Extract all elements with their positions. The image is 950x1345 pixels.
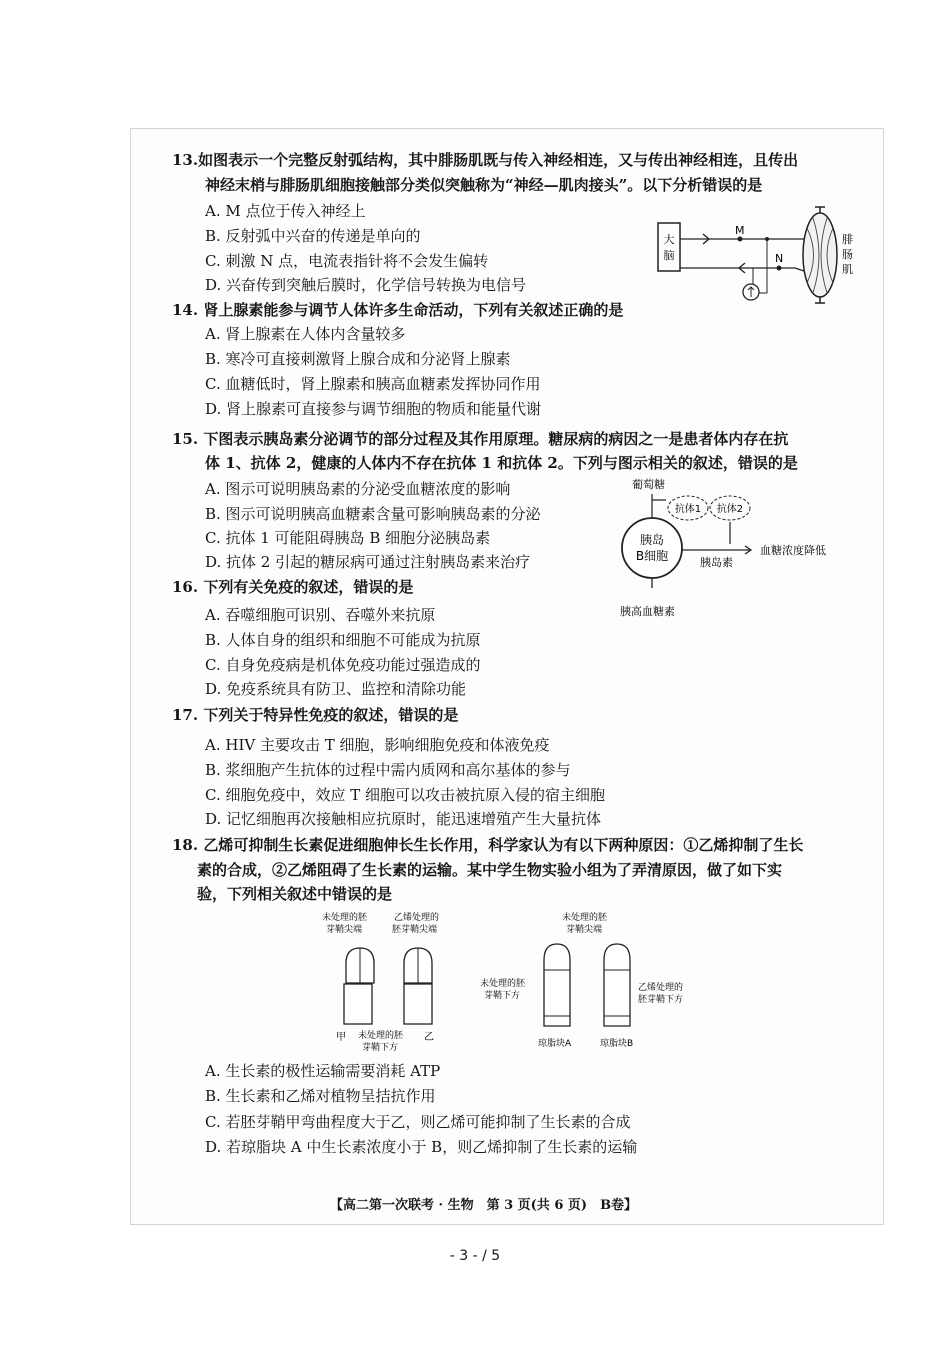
fig15-antibody2: 抗体2 (716, 504, 744, 515)
point-n (777, 266, 782, 271)
fig18-untreated-lower-2: 芽鞘下方 (362, 1043, 399, 1053)
q14-stem: 14. 肾上腺素能参与调节人体许多生命活动，下列有关叙述正确的是 (172, 301, 624, 319)
fig18-untreated-lower-1: 未处理的胚 (358, 1031, 404, 1041)
q16-option-b: B. 人体自身的组织和细胞不可能成为抗原 (205, 631, 481, 649)
fig15-insulin: 胰岛素 (700, 556, 733, 569)
q17-option-c: C. 细胞免疫中，效应 T 细胞可以攻击被抗原入侵的宿主细胞 (205, 786, 606, 804)
q18-option-b: B. 生长素和乙烯对植物呈拮抗作用 (205, 1087, 436, 1105)
q17-option-d: D. 记忆细胞再次接触相应抗原时，能迅速增殖产生大量抗体 (205, 810, 602, 828)
q18-stem-line2: 素的合成，②乙烯阻碍了生长素的运输。某中学生物实验小组为了弄清原因，做了如下实 (197, 861, 783, 879)
label-n: N (775, 252, 784, 265)
q18-stem-line1: 18. 乙烯可抑制生长素促进细胞伸长生长作用，科学家认为有以下两种原因：①乙烯抑制了生长 (172, 836, 804, 854)
q17-option-a: A. HIV 主要攻击 T 细胞，影响细胞免疫和体液免疫 (205, 736, 550, 754)
q15-option-c: C. 抗体 1 可能阻碍胰岛 B 细胞分泌胰岛素 (205, 529, 491, 547)
q15-stem-line2: 体 1、抗体 2，健康的人体内不存在抗体 1 和抗体 2。下列与图示相关的叙述，错误的是 (205, 454, 798, 472)
exam-footer: 【高二第一次联考 · 生物 第 3 页(共 6 页) B卷】 (330, 1198, 638, 1213)
q14-option-d: D. 肾上腺素可直接参与调节细胞的物质和能量代谢 (205, 400, 542, 418)
fig18-agar-b: 琼脂块B (600, 1039, 634, 1049)
insulin-regulation-diagram (600, 470, 850, 620)
segment-jia (344, 984, 372, 1024)
beta-cell (622, 518, 682, 578)
q15-stem-line1: 15. 下图表示胰岛素分泌调节的部分过程及其作用原理。糖尿病的病因之一是患者体内存在抗 (172, 430, 789, 448)
q16-stem: 16. 下列有关免疫的叙述，错误的是 (172, 578, 414, 596)
muscle-label-1: 腓 (842, 233, 853, 246)
q16-option-a: A. 吞噬细胞可识别、吞噬外来抗原 (205, 606, 436, 624)
fig18-eth-tip-1: 乙烯处理的 (394, 913, 440, 923)
fig18-left-lower-2: 芽鞘下方 (484, 991, 521, 1001)
page-number: - 3 - / 5 (449, 1248, 501, 1264)
fig18-untreated-tip2-2: 芽鞘尖端 (566, 925, 603, 935)
q16-option-c: C. 自身免疫病是机体免疫功能过强造成的 (205, 656, 481, 674)
fig15-glucose: 葡萄糖 (632, 478, 665, 491)
segment-yi (404, 984, 432, 1024)
brain-label-2: 脑 (663, 249, 675, 262)
q13-option-d: D. 兴奋传到突触后膜时，化学信号转换为电信号 (205, 276, 527, 294)
tube-left (544, 944, 570, 1026)
q14-option-b: B. 寒冷可直接刺激肾上腺合成和分泌肾上腺素 (205, 350, 511, 368)
fig18-yi: 乙 (424, 1032, 434, 1043)
q18-option-a: A. 生长素的极性运输需要消耗 ATP (205, 1062, 441, 1080)
q13-stem-line1: 13.如图表示一个完整反射弧结构，其中腓肠肌既与传入神经相连，又与传出神经相连，且传出 (172, 151, 799, 169)
q18-option-c: C. 若胚芽鞘甲弯曲程度大于乙，则乙烯可能抑制了生长素的合成 (205, 1113, 631, 1131)
fig15-cell-2: B细胞 (635, 549, 669, 563)
brain-box (658, 223, 680, 271)
muscle-label-2: 肠 (842, 248, 853, 261)
coleoptile-experiment-diagram (300, 908, 720, 1060)
reflex-arc-diagram (655, 203, 855, 308)
q15-option-a: A. 图示可说明胰岛素的分泌受血糖浓度的影响 (205, 480, 511, 498)
muscle-label-3: 肌 (842, 263, 853, 276)
q13-option-a: A. M 点位于传入神经上 (205, 202, 366, 220)
fig15-glucagon: 胰高血糖素 (620, 605, 675, 618)
point-m (738, 237, 743, 242)
fig18-untreated-tip-2: 芽鞘尖端 (326, 925, 363, 935)
q14-option-c: C. 血糖低时，肾上腺素和胰高血糖素发挥协同作用 (205, 375, 541, 393)
q18-stem-line3: 验，下列相关叙述中错误的是 (197, 885, 393, 903)
q14-option-a: A. 肾上腺素在人体内含量较多 (205, 325, 406, 343)
tube-right (604, 944, 630, 1026)
label-m: M (735, 224, 745, 237)
gastrocnemius-muscle (803, 213, 837, 297)
fig18-right-lower-2: 胚芽鞘下方 (638, 995, 684, 1005)
q15-option-b: B. 图示可说明胰高血糖素含量可影响胰岛素的分泌 (205, 505, 541, 523)
fig18-jia: 甲 (336, 1032, 346, 1043)
fig15-antibody1: 抗体1 (674, 504, 702, 515)
q17-stem: 17. 下列关于特异性免疫的叙述，错误的是 (172, 706, 459, 724)
q17-option-b: B. 浆细胞产生抗体的过程中需内质网和高尔基体的参与 (205, 761, 571, 779)
q13-option-b: B. 反射弧中兴奋的传递是单向的 (205, 227, 421, 245)
fig15-cell-1: 胰岛 (639, 533, 665, 547)
fig18-left-lower-1: 未处理的胚 (480, 979, 526, 989)
fig18-eth-tip-2: 胚芽鞘尖端 (392, 925, 438, 935)
fig18-untreated-tip-1: 未处理的胚 (322, 913, 368, 923)
fig18-right-lower-1: 乙烯处理的 (638, 983, 684, 993)
q13-option-c: C. 刺激 N 点，电流表指针将不会发生偏转 (205, 252, 489, 270)
q16-option-d: D. 免疫系统具有防卫、监控和清除功能 (205, 680, 467, 698)
q13-stem-line2: 神经末梢与腓肠肌细胞接触部分类似突触称为“神经—肌肉接头”。以下分析错误的是 (205, 176, 763, 194)
fig18-agar-a: 琼脂块A (538, 1039, 572, 1049)
brain-label-1: 大 (663, 233, 675, 246)
q15-option-d: D. 抗体 2 引起的糖尿病可通过注射胰岛素来治疗 (205, 553, 531, 571)
q18-option-d: D. 若琼脂块 A 中生长素浓度小于 B，则乙烯抑制了生长素的运输 (205, 1138, 638, 1156)
fig15-result: 血糖浓度降低 (760, 544, 826, 557)
fig18-untreated-tip2-1: 未处理的胚 (562, 913, 608, 923)
